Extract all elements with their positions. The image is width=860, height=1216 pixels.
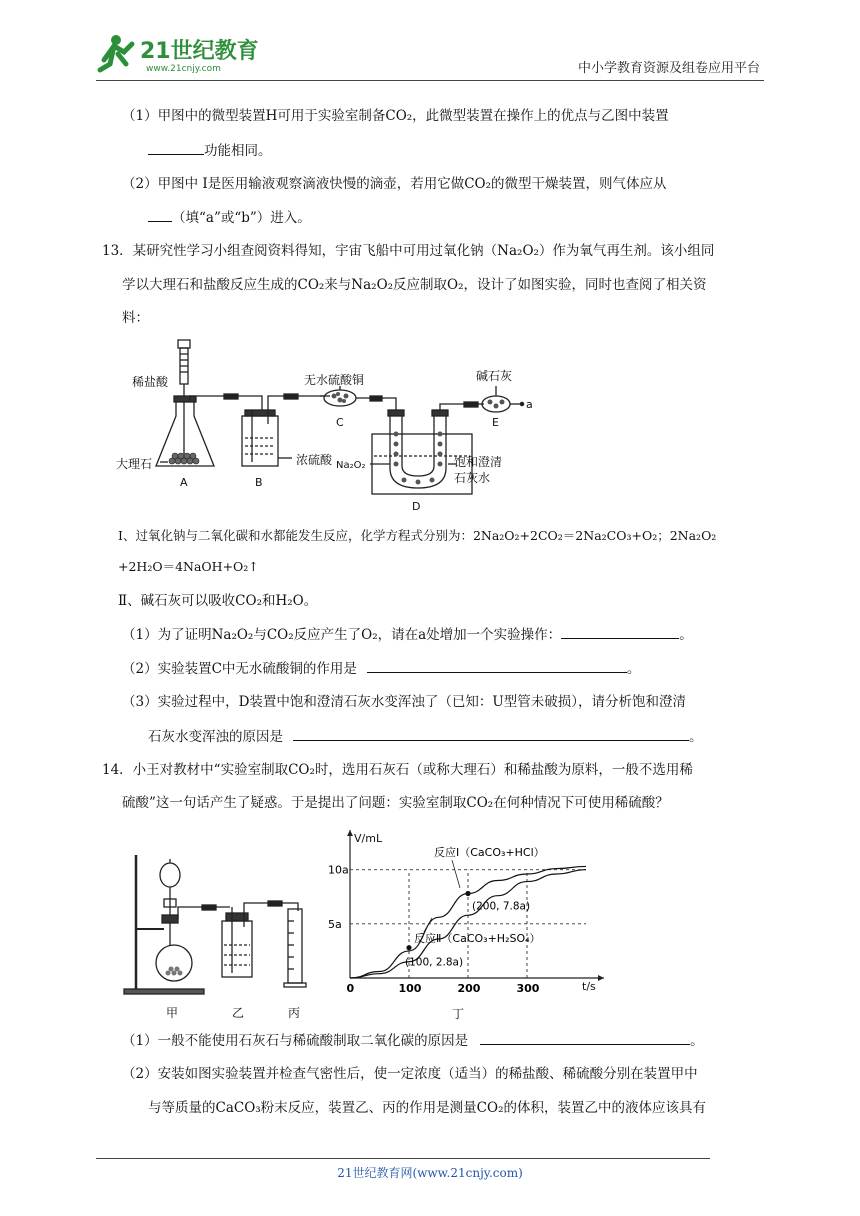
apparatus-bing <box>284 909 306 987</box>
answer-blank[interactable] <box>293 726 689 741</box>
runner-icon <box>100 35 132 70</box>
apparatus-yi <box>222 901 298 977</box>
q14-sub1 <box>122 1030 704 1051</box>
label-cuso4: 无水硫酸铜 <box>304 373 365 387</box>
x-axis-arrow <box>598 975 604 981</box>
label-yi: 乙 <box>232 1006 245 1020</box>
chart-xlabel: t/s <box>582 980 596 993</box>
q13-sub2-text: （2）实验装置C中无水硫酸铜的作用是 <box>122 661 357 677</box>
label-jia: 甲 <box>166 1006 179 1020</box>
series-label-1-leader <box>452 860 460 888</box>
q13-sub1-text: （1）为了证明Na₂O₂与CO₂反应产生了O₂，请在a处增加一个实验操作： <box>122 627 562 643</box>
q12-part2-tail: （填“a”或“b”）进入。 <box>172 210 311 226</box>
label-h2so4: 浓硫酸 <box>296 453 333 467</box>
q13-stem-line1: 13．某研究性学习小组查阅资料得知，宇宙飞船中可用过氧化钠（Na₂O₂）作为氧气再生剂。该小组同 <box>102 243 715 259</box>
label-ding: 丁 <box>452 1007 465 1021</box>
label-E: E <box>492 416 499 429</box>
q12-part2-line2 <box>148 207 311 228</box>
x-tick-label: 300 <box>516 982 540 995</box>
data-point <box>465 891 470 896</box>
series-label-1: 反应Ⅰ（CaCO₃+HCl） <box>434 846 545 859</box>
q14-sub2-line2: 与等质量的CaCO₃粉末反应，装置乙、丙的作用是测量CO₂的体积，装置乙中的液体应该具有 <box>148 1100 706 1116</box>
q13-info-2: Ⅱ、碱石灰可以吸收CO₂和H₂O。 <box>118 593 318 609</box>
q13-sub3-tail: 。 <box>689 729 703 745</box>
x-tick-label: 100 <box>398 982 422 995</box>
x-tick-label: 0 <box>346 982 355 995</box>
q13-sub3-text: 石灰水变浑浊的原因是 <box>148 729 283 745</box>
q13-sub2 <box>122 658 640 679</box>
data-point <box>406 945 411 950</box>
q14-sub2-line1: （2）安装如图实验装置并检查气密性后，使一定浓度（适当）的稀盐酸、稀硫酸分别在装置甲中 <box>122 1066 698 1082</box>
series-label-2: 反应Ⅱ（CaCO₃+H₂SO₄） <box>414 932 541 945</box>
q13-sub3-line1: （3）实验过程中，D装置中饱和澄清石灰水变浑浊了（已知：U型管未破损），请分析饱和澄清 <box>122 694 687 710</box>
answer-blank[interactable] <box>367 658 627 673</box>
volume-time-chart <box>324 826 614 1026</box>
q12-part1-tail: 功能相同。 <box>204 143 272 159</box>
q13-sub2-tail: 。 <box>626 661 641 677</box>
q13-info-1a: Ⅰ、过氧化钠与二氧化碳和水都能发生反应，化学方程式分别为：2Na₂O₂+2CO₂＝2Na₂CO₃+O₂；2Na₂O₂ <box>118 528 717 543</box>
q13-stem-line3: 料： <box>122 310 149 326</box>
q13-apparatus-figure <box>112 334 572 514</box>
q14-stem-line1: 14．小王对教材中“实验室制取CO₂时，选用石灰石（或称大理石）和稀盐酸为原料，一般不选用稀 <box>102 762 693 778</box>
label-limewater-1: 饱和澄清 <box>454 455 503 469</box>
label-a: a <box>526 398 533 411</box>
q14-apparatus-figure <box>120 845 330 1025</box>
label-hcl: 稀盐酸 <box>132 375 169 389</box>
q13-sub3-line2 <box>148 726 703 747</box>
data-point-label: (100, 2.8a) <box>405 956 464 969</box>
flask-a <box>156 340 214 466</box>
site-logo <box>96 30 266 76</box>
page-header <box>96 30 764 81</box>
x-tick-label: 200 <box>457 982 481 995</box>
bottle-b <box>242 410 278 466</box>
logo-url: www.21cnjy.com <box>146 64 221 74</box>
series-label-2-leader <box>424 918 432 932</box>
label-na2o2: Na₂O₂ <box>336 460 366 471</box>
label-A: A <box>180 476 188 489</box>
q12-part1-line1: （1）甲图中的微型装置H可用于实验室制备CO₂，此微型装置在操作上的优点与乙图中装置 <box>122 108 669 124</box>
answer-blank[interactable] <box>148 207 172 222</box>
footer-text: 21世纪教育网(www.21cnjy.com) <box>337 1166 523 1180</box>
q13-stem-line2: 学以大理石和盐酸反应生成的CO₂来与Na₂O₂反应制取O₂，设计了如图实验，同时也查阅了相关资 <box>122 277 707 293</box>
q14-sub1-tail: 。 <box>690 1033 704 1049</box>
answer-blank[interactable] <box>148 140 204 155</box>
apparatus-jia <box>124 855 230 994</box>
data-point-label: (200, 7.8a) <box>472 900 531 913</box>
label-limewater-2: 石灰水 <box>454 471 491 485</box>
q14-stem-line2: 硫酸”这一句话产生了疑惑。于是提出了问题：实验室制取CO₂在何种情况下可使用稀硫酸？ <box>122 795 669 811</box>
q14-sub1-text: （1）一般不能使用石灰石与稀硫酸制取二氧化碳的原因是 <box>122 1033 469 1049</box>
label-D: D <box>412 500 421 513</box>
q13-info-1b: +2H₂O＝4NaOH+O₂↑ <box>118 559 259 574</box>
q13-sub1 <box>122 624 693 645</box>
q13-sub1-tail: 。 <box>679 627 693 643</box>
label-B: B <box>255 476 263 489</box>
tube-e <box>478 396 524 412</box>
platform-name: 中小学教育资源及组卷应用平台 <box>577 61 760 76</box>
q12-part2-line1: （2）甲图中 I是医用输液观察滴液快慢的滴壶，若用它做CO₂的微型干燥装置，则气体应从 <box>122 176 667 192</box>
footer-divider <box>96 1158 710 1159</box>
q12-part1-line2 <box>148 140 272 161</box>
y-tick-label: 10a <box>328 863 349 877</box>
label-marble: 大理石 <box>116 457 153 471</box>
label-bing: 丙 <box>288 1006 301 1020</box>
y-tick-label: 5a <box>328 917 342 931</box>
answer-blank[interactable] <box>561 624 679 639</box>
y-axis-arrow <box>347 830 353 836</box>
logo-text: 21世纪教育 <box>140 39 259 64</box>
label-sodalime: 碱石灰 <box>476 369 513 383</box>
answer-blank[interactable] <box>480 1030 690 1045</box>
label-C: C <box>336 416 344 429</box>
chart-ylabel: V/mL <box>354 832 383 845</box>
